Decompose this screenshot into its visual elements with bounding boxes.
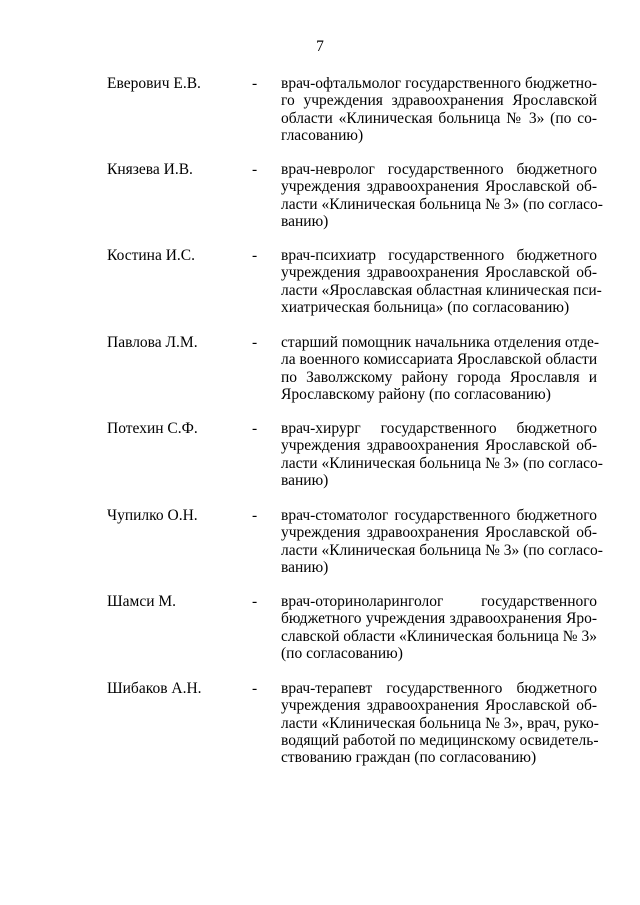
description-line: по Заволжскому району города Ярославля и <box>281 368 597 386</box>
position-description <box>281 161 603 230</box>
dash-separator: - <box>252 593 258 610</box>
dash-separator: - <box>252 75 258 92</box>
dash-separator: - <box>252 680 258 697</box>
person-name: Шамси М. <box>107 593 177 610</box>
description-line: хиатрическая больница» (по согласованию) <box>281 298 570 316</box>
description-line: врач-терапевт государственного бюджетного <box>281 680 597 697</box>
description-line: ласти «Ярославская областная клиническая пси- <box>281 281 602 299</box>
description-line: ствованию граждан (по согласованию) <box>281 749 537 767</box>
person-name: Павлова Л.М. <box>107 334 198 351</box>
description-line: ласти «Клиническая больница № 3» (по согласо- <box>281 541 603 559</box>
description-line: области «Клиническая больница № 3» (по со- <box>281 109 597 127</box>
description-line: ванию) <box>281 471 329 489</box>
description-line: врач-невролог государственного бюджетного <box>281 161 597 178</box>
description-line: ванию) <box>281 212 329 230</box>
description-line: врач-офтальмолог государственного бюджетно- <box>281 75 597 92</box>
position-description <box>281 247 602 316</box>
description-line: ванию) <box>281 558 329 576</box>
description-line: ла военного комиссариата Ярославской области <box>281 351 598 369</box>
description-line: бюджетного учреждения здравоохранения Яро- <box>281 610 597 628</box>
description-line: врач-хирург государственного бюджетного <box>281 420 597 437</box>
person-name: Еверович Е.В. <box>107 75 201 92</box>
description-line: врач-психиатр государственного бюджетного <box>281 247 597 264</box>
description-line: водящий работой по медицинскому освидетель- <box>281 731 599 749</box>
dash-separator: - <box>252 420 258 437</box>
description-line: врач-стоматолог государственного бюджетного <box>281 507 597 524</box>
person-name: Костина И.С. <box>107 247 195 264</box>
description-line: го учреждения здравоохранения Ярославской <box>281 92 597 110</box>
description-line: врач-оториноларинголог государственного <box>281 593 597 610</box>
description-line: славской области «Клиническая больница № 3» <box>281 627 597 645</box>
description-line: ласти «Клиническая больница № 3» (по согласо- <box>281 454 603 472</box>
description-line: учреждения здравоохранения Ярославской об- <box>281 178 597 196</box>
person-name: Потехин С.Ф. <box>107 420 198 437</box>
position-description <box>281 680 597 766</box>
description-line: ласти «Клиническая больница № 3», врач, руко- <box>281 714 599 732</box>
position-description <box>281 507 603 576</box>
dash-separator: - <box>252 507 258 524</box>
person-name: Князева И.В. <box>107 161 193 178</box>
position-description <box>281 420 603 489</box>
dash-separator: - <box>252 247 258 264</box>
position-description <box>281 593 597 662</box>
person-name: Чупилко О.Н. <box>107 507 198 524</box>
position-description <box>281 75 597 144</box>
dash-separator: - <box>252 161 258 178</box>
description-line: учреждения здравоохранения Ярославской об- <box>281 264 597 282</box>
person-name: Шибаков А.Н. <box>107 680 202 697</box>
description-line: Ярославскому району (по согласованию) <box>281 385 551 403</box>
description-line: (по согласованию) <box>281 644 403 662</box>
description-line: ласти «Клиническая больница № 3» (по согласо- <box>281 195 603 213</box>
description-line: старший помощник начальника отделения отде- <box>281 334 600 351</box>
description-line: учреждения здравоохранения Ярославской об- <box>281 697 597 715</box>
position-description <box>281 334 600 403</box>
description-line: учреждения здравоохранения Ярославской об- <box>281 524 597 542</box>
dash-separator: - <box>252 334 258 351</box>
page-number: 7 <box>316 38 324 55</box>
description-line: гласованию) <box>281 126 364 144</box>
description-line: учреждения здравоохранения Ярославской об- <box>281 437 597 455</box>
